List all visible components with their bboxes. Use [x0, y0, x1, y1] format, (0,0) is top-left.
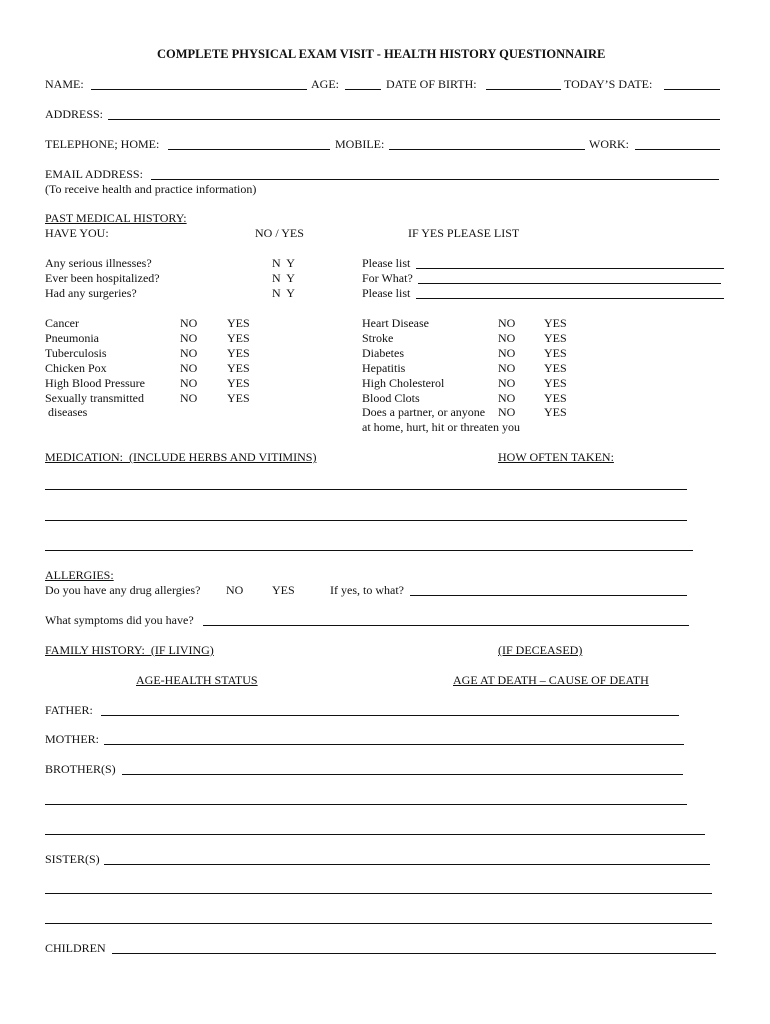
family-history-deceased-heading: (IF DECEASED) — [498, 643, 583, 657]
condition-blood-clots: Blood Clots — [362, 391, 420, 405]
telephone-home-label: TELEPHONE; HOME: — [45, 137, 160, 151]
condition-partner-abuse: Does a partner, or anyone — [362, 405, 486, 419]
high-cholesterol-yes[interactable]: YES — [544, 376, 567, 390]
form-title: COMPLETE PHYSICAL EXAM VISIT - HEALTH HISTORY QUESTIONNAIRE — [157, 47, 606, 61]
blood-clots-no[interactable]: NO — [498, 391, 516, 405]
stroke-yes[interactable]: YES — [544, 331, 567, 345]
children-field[interactable] — [112, 953, 716, 954]
hospitalized-follow-label: For What? — [362, 271, 413, 285]
question-serious-illness: Any serious illnesses? — [45, 256, 152, 270]
chicken-pox-yes[interactable]: YES — [227, 361, 250, 375]
brothers-label: BROTHER(S) — [45, 762, 116, 776]
sisters-line-3[interactable] — [45, 923, 712, 924]
father-label: FATHER: — [45, 703, 93, 717]
medication-heading: MEDICATION: (INCLUDE HERBS AND VITIMINS) — [45, 450, 317, 464]
condition-pneumonia: Pneumonia — [45, 331, 99, 345]
telephone-home-field[interactable] — [168, 149, 330, 150]
chicken-pox-no[interactable]: NO — [180, 361, 198, 375]
allergies-if-yes-field[interactable] — [410, 595, 687, 596]
partner-abuse-no[interactable]: NO — [498, 405, 516, 419]
mother-label: MOTHER: — [45, 732, 99, 746]
partner-abuse-yes[interactable]: YES — [544, 405, 567, 419]
surgeries-field[interactable] — [416, 298, 724, 299]
surgeries-follow-label: Please list — [362, 286, 411, 300]
mobile-label: MOBILE: — [335, 137, 385, 151]
condition-sexually-transmitted-cont: diseases — [45, 405, 88, 419]
condition-tuberculosis: Tuberculosis — [45, 346, 107, 360]
hepatitis-no[interactable]: NO — [498, 361, 516, 375]
hospitalized-field[interactable] — [418, 283, 721, 284]
age-field[interactable] — [345, 89, 381, 90]
if-yes-header: IF YES PLEASE LIST — [408, 226, 520, 240]
medication-line-1[interactable] — [45, 489, 687, 490]
age-health-status-heading: AGE-HEALTH STATUS — [136, 673, 258, 687]
brothers-line-3[interactable] — [45, 834, 705, 835]
hepatitis-yes[interactable]: YES — [544, 361, 567, 375]
medication-line-3[interactable] — [45, 550, 693, 551]
question-surgeries: Had any surgeries? — [45, 286, 137, 300]
symptoms-field[interactable] — [203, 625, 689, 626]
cancer-yes[interactable]: YES — [227, 316, 250, 330]
sisters-field[interactable] — [104, 864, 710, 865]
allergies-if-yes-label: If yes, to what? — [330, 583, 404, 597]
stroke-no[interactable]: NO — [498, 331, 516, 345]
surgeries-ny[interactable]: N Y — [272, 286, 295, 300]
question-hospitalized: Ever been hospitalized? — [45, 271, 160, 285]
email-field[interactable] — [151, 179, 719, 180]
condition-cancer: Cancer — [45, 316, 79, 330]
high-cholesterol-no[interactable]: NO — [498, 376, 516, 390]
std-no[interactable]: NO — [180, 391, 198, 405]
address-field[interactable] — [108, 119, 720, 120]
blood-clots-yes[interactable]: YES — [544, 391, 567, 405]
name-field[interactable] — [91, 89, 307, 90]
drug-allergies-no[interactable]: NO — [226, 583, 244, 597]
condition-high-cholesterol: High Cholesterol — [362, 376, 445, 390]
today-field[interactable] — [664, 89, 720, 90]
std-yes[interactable]: YES — [227, 391, 250, 405]
allergies-heading: ALLERGIES: — [45, 568, 114, 582]
diabetes-no[interactable]: NO — [498, 346, 516, 360]
past-medical-heading: PAST MEDICAL HISTORY: — [45, 211, 187, 225]
have-you-label: HAVE YOU: — [45, 226, 109, 240]
high-bp-yes[interactable]: YES — [227, 376, 250, 390]
no-yes-header: NO / YES — [255, 226, 304, 240]
condition-chicken-pox: Chicken Pox — [45, 361, 107, 375]
dob-label: DATE OF BIRTH: — [386, 77, 477, 91]
mobile-field[interactable] — [389, 149, 585, 150]
pneumonia-no[interactable]: NO — [180, 331, 198, 345]
condition-stroke: Stroke — [362, 331, 394, 345]
today-label: TODAY’S DATE: — [564, 77, 653, 91]
how-often-heading: HOW OFTEN TAKEN: — [498, 450, 614, 464]
cancer-no[interactable]: NO — [180, 316, 198, 330]
serious-illness-field[interactable] — [416, 268, 724, 269]
condition-diabetes: Diabetes — [362, 346, 404, 360]
age-at-death-heading: AGE AT DEATH – CAUSE OF DEATH — [453, 673, 649, 687]
children-label: CHILDREN — [45, 941, 106, 955]
work-label: WORK: — [589, 137, 629, 151]
address-label: ADDRESS: — [45, 107, 104, 121]
high-bp-no[interactable]: NO — [180, 376, 198, 390]
email-label: EMAIL ADDRESS: — [45, 167, 143, 181]
tuberculosis-yes[interactable]: YES — [227, 346, 250, 360]
condition-high-blood-pressure: High Blood Pressure — [45, 376, 145, 390]
condition-sexually-transmitted: Sexually transmitted — [45, 391, 144, 405]
age-label: AGE: — [311, 77, 339, 91]
name-label: NAME: — [45, 77, 84, 91]
symptoms-label: What symptoms did you have? — [45, 613, 194, 627]
brothers-field[interactable] — [122, 774, 683, 775]
condition-hepatitis: Hepatitis — [362, 361, 406, 375]
drug-allergies-question: Do you have any drug allergies? — [45, 583, 201, 597]
brothers-line-2[interactable] — [45, 804, 687, 805]
work-field[interactable] — [635, 149, 720, 150]
heart-disease-no[interactable]: NO — [498, 316, 516, 330]
mother-field[interactable] — [104, 744, 684, 745]
diabetes-yes[interactable]: YES — [544, 346, 567, 360]
hospitalized-ny[interactable]: N Y — [272, 271, 295, 285]
serious-illness-ny[interactable]: N Y — [272, 256, 295, 270]
sisters-line-2[interactable] — [45, 893, 712, 894]
drug-allergies-yes[interactable]: YES — [272, 583, 295, 597]
medication-line-2[interactable] — [45, 520, 687, 521]
email-note: (To receive health and practice information) — [45, 182, 257, 196]
serious-illness-follow-label: Please list — [362, 256, 411, 270]
tuberculosis-no[interactable]: NO — [180, 346, 198, 360]
pneumonia-yes[interactable]: YES — [227, 331, 250, 345]
dob-field[interactable] — [486, 89, 561, 90]
family-history-living-heading: FAMILY HISTORY: (IF LIVING) — [45, 643, 214, 657]
condition-partner-abuse-cont: at home, hurt, hit or threaten you — [362, 420, 520, 434]
heart-disease-yes[interactable]: YES — [544, 316, 567, 330]
sisters-label: SISTER(S) — [45, 852, 100, 866]
condition-heart-disease: Heart Disease — [362, 316, 429, 330]
father-field[interactable] — [101, 715, 679, 716]
